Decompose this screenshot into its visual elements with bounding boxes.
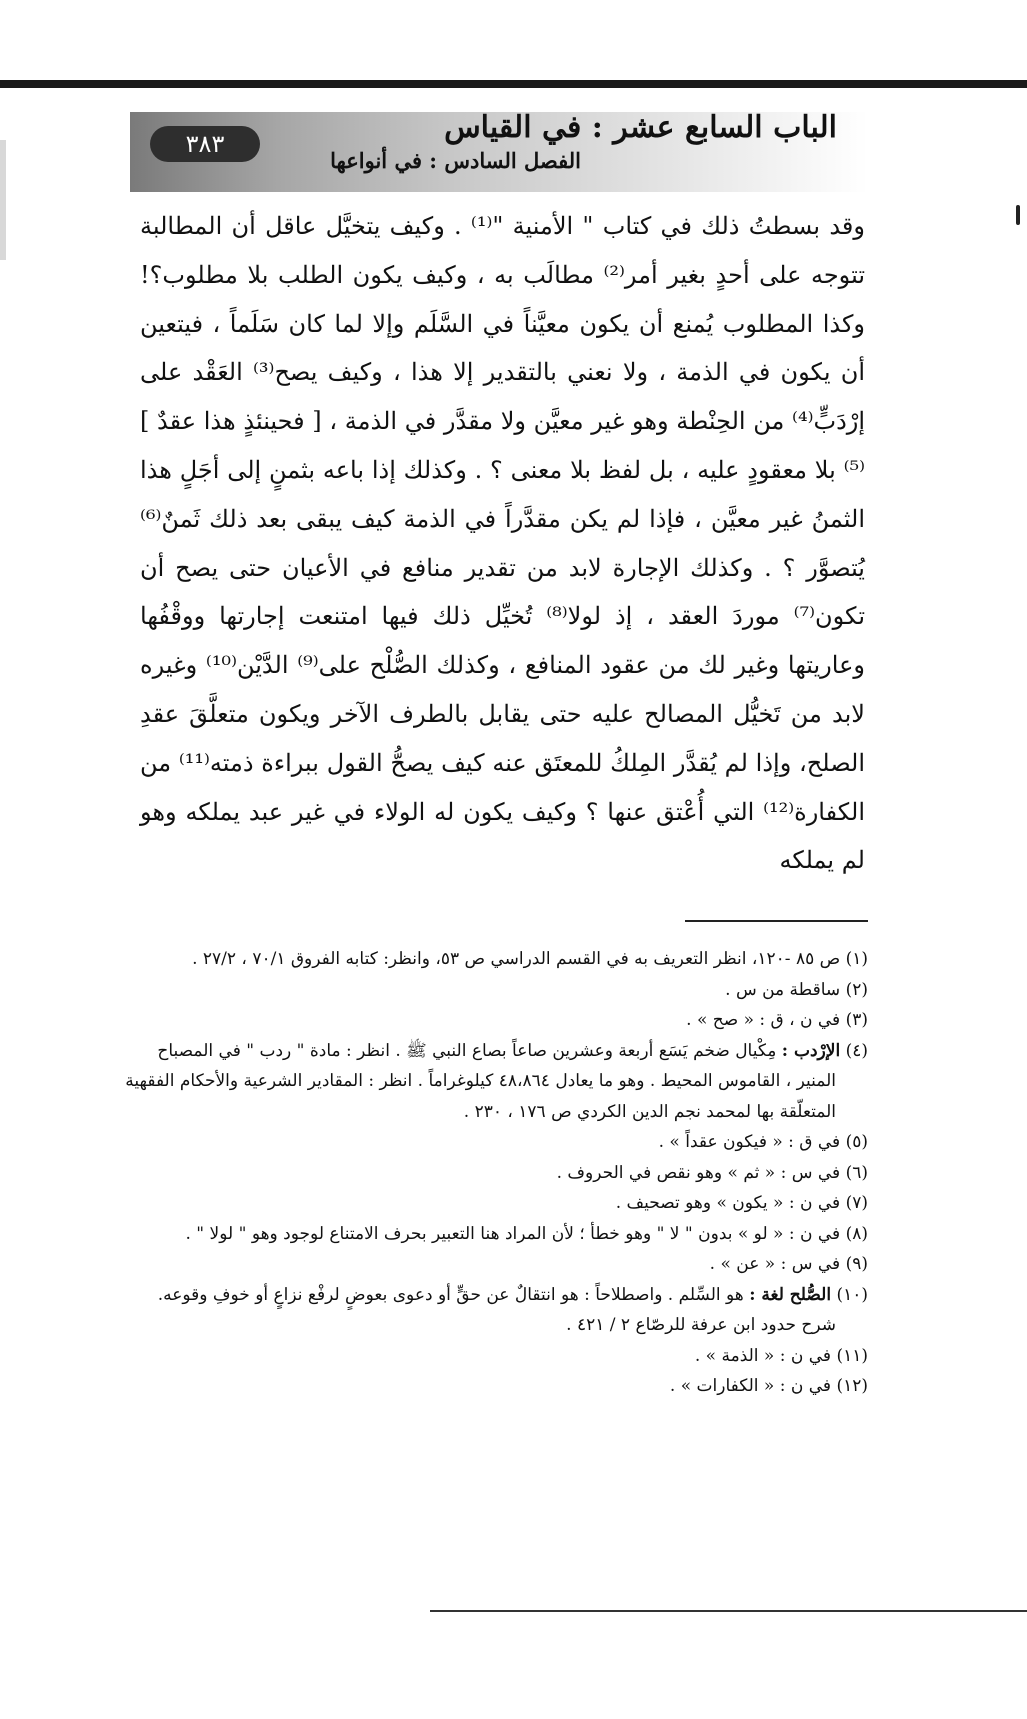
top-rule	[0, 80, 1027, 88]
scan-edge-mark	[0, 140, 6, 260]
bottom-rule	[430, 1610, 1027, 1612]
footnote-text: المتعلّقة بها لمحمد نجم الدين الكردي ص ١٧٦ ، ٢٣٠ .	[463, 1101, 836, 1122]
footnote-number: (٨)	[845, 1223, 868, 1244]
footnote	[150, 1219, 868, 1250]
footnote-separator	[685, 920, 868, 922]
footnote-number: (١٠)	[836, 1284, 868, 1305]
footnote-text: ساقطة من س .	[725, 979, 841, 1000]
footnote-number: (٩)	[845, 1254, 868, 1274]
footnote	[150, 1097, 868, 1128]
footnote-text: في ن : « يكون » وهو تصحيف .	[615, 1193, 841, 1213]
footnote-term: الصُّلح لغة :	[749, 1284, 832, 1305]
footnote-number: (٥)	[845, 1132, 868, 1152]
footnotes	[125, 944, 868, 1402]
footnote	[150, 1005, 868, 1036]
footnote-text: في ن : « لو » بدون " لا " وهو خطأ ؛ لأن المراد هنا التعبير بحرف الامتناع لوجود وهو " لولا " .	[185, 1223, 841, 1244]
footnote-text: شرح حدود ابن عرفة للرصّاع ٢ / ٤٢١ .	[566, 1315, 836, 1335]
footnote-number: (٢)	[845, 979, 868, 1000]
chapter-title: الباب السابع عشر : في القياس	[444, 110, 837, 145]
footnote	[150, 975, 868, 1006]
footnote-number: (٧)	[845, 1193, 868, 1213]
footnote-number: (٣)	[845, 1010, 868, 1030]
footnote	[150, 1188, 868, 1219]
footnote	[150, 1310, 868, 1341]
footnote-text: ص ٨٥ -١٢٠، انظر التعريف به في القسم الدراسي ص ٥٣، وانظر: كتابه الفروق ٧٠/١ ، ٢٧/٢ .	[192, 949, 841, 969]
footnote	[150, 1280, 868, 1311]
footnote-text: في ن ، ق : « صح » .	[686, 1010, 841, 1030]
footnote	[150, 1249, 868, 1280]
footnote-text: في س : « عن » .	[709, 1254, 841, 1274]
bracket-mark	[1016, 205, 1020, 225]
footnote-text: في ق : « فيكون عقداً » .	[658, 1132, 841, 1152]
footnote	[150, 944, 868, 975]
footnote	[150, 1158, 868, 1189]
section-title: الفصل السادس : في أنواعها	[330, 148, 581, 173]
footnote-text: هو السِّلم . واصطلاحاً : هو انتقالٌ عن حقٍّ أو دعوى بعوضٍ لرفْع نزاعٍ أو خوفِ وقوعه.	[157, 1284, 750, 1305]
footnote-number: (٤)	[845, 1040, 868, 1061]
footnote-text: المنير ، القاموس المحيط . وهو ما يعادل ٤٨،٨٦٤ كيلوغراماً . انظر : المقادير الشرعية والأحكام الفقهية	[125, 1071, 836, 1091]
footnote-text: مِكْيال ضخم يَسَع أربعة وعشرين صاعاً بصاع النبي ﷺ . انظر : مادة " ردب " في المصباح	[157, 1040, 782, 1061]
footnote	[150, 1371, 868, 1402]
footnote-number: (٦)	[845, 1162, 868, 1183]
footnote	[150, 1127, 868, 1158]
footnote-number: (١١)	[836, 1345, 868, 1366]
footnote-text: في ن : « الكفارات » .	[669, 1376, 832, 1396]
footnote-text: في ن : « الذمة » .	[694, 1345, 832, 1366]
footnote	[150, 1036, 868, 1067]
footnote-term: الإرْدب :	[781, 1040, 841, 1061]
page-number: ٣٨٣	[150, 126, 260, 162]
body-paragraph: وقد بسطتُ ذلك في كتاب " الأمنية "⁽¹⁾ . وكيف يتخيَّل عاقل أن المطالبة تتوجه على أحدٍ بغير أمر⁽²⁾ مطالَب به ، وكيف يكون الطلب بلا مطلوب؟! وكذا المطلوب يُمنع أن يكون معيَّناً في السَّلَم وإلا لما كان سَلَماً ، فيتعين أن يكون في الذمة ، ولا نعني بالتقدير إلا هذا ، وكيف يصح⁽³⁾ العَقْد على إرْدَبٍّ⁽⁴⁾ من الحِنْطة وهو غير معيَّن ولا مقدَّر في الذمة ، [ فحينئذٍ هذا عقدٌ ]⁽⁵⁾ بلا معقودٍ عليه ، بل لفظ بلا معنى ؟ . وكذلك إذا باعه بثمنٍ إلى أجَلٍ هذا الثمنُ غير معيَّن ، فإذا لم يكن مقدَّراً في الذمة كيف يبقى بعد ذلك ثَمنٌ⁽⁶⁾ يُتصوَّر ؟ . وكذلك الإجارة لابد من تقدير منافع في الأعيان حتى يصح أن تكون⁽⁷⁾ موردَ العقد ، إذ لولا⁽⁸⁾ تُخيِّل ذلك فيها امتنعت إجارتها ووقْفُها وعاريتها وغير لك من عقود المنافع ، وكذلك الصُّلْح على⁽⁹⁾ الدَّيْن⁽¹⁰⁾ وغيره لابد من تَخيُّل المصالح عليه حتى يقابل بالطرف الآخر ويكون متعلَّقَ عقدِ الصلح، وإذا لم يُقدَّر المِلكُ للمعتَق عنه كيف يصحُّ القول ببراءة ذمته⁽¹¹⁾ من الكفارة⁽¹²⁾ التي أُعْتق عنها ؟ وكيف يكون له الولاء في غير عبد يملكه وهو لم يملكه	[140, 212, 866, 875]
main-text	[140, 202, 865, 885]
footnote	[125, 1066, 868, 1097]
footnote-text: في س : « ثم » وهو نقص في الحروف .	[556, 1162, 841, 1183]
footnote-number: (١٢)	[836, 1376, 868, 1396]
footnote-number: (١)	[845, 949, 868, 969]
footnote	[150, 1341, 868, 1372]
